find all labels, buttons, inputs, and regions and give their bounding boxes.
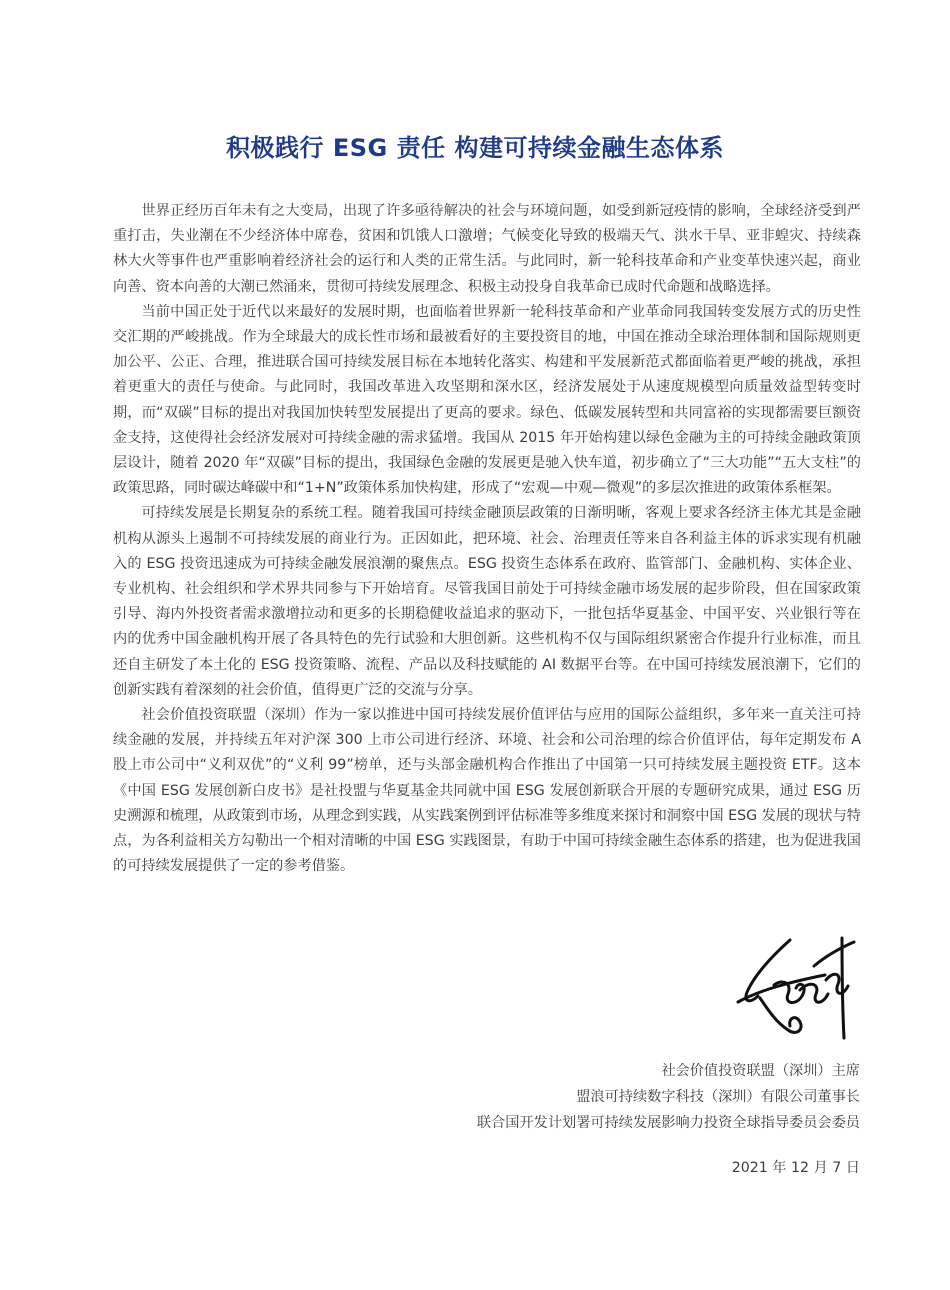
signatory-titles — [477, 1058, 860, 1136]
signatory-title-1: 社会价值投资联盟（深圳）主席 — [661, 1063, 860, 1079]
signatory-title-2: 盟浪可持续数字科技（深圳）有限公司董事长 — [576, 1089, 860, 1105]
document-date: 2021 年 12 月 7 日 — [731, 1160, 860, 1176]
paragraph-4: 社会价值投资联盟（深圳）作为一家以推进中国可持续发展价值评估与应用的国际公益组织，多年来一直关注可持续金融的发展，并持续五年对沪深 300 上市公司进行经济、环境、社会和公司治理的综合价值评估，每年定期发布 A 股上市公司中“义利双优”的“义利 99”榜单，还与头部金融机构合作推出了中国第一只可持续发展主题投资 ETF。这本《中国 ESG 发展创新白皮书》是社投盟与华夏基金共同就中国 ESG 发展创新联合开展的专题研究成果，通过 ESG 历史溯源和梳理，从政策到市场，从理念到实践，从实践案例到评估标准等多维度来探讨和洞察中国 ESG 发展的现状与特点，为各利益相关方勾勒出一个相对清晰的中国 ESG 实践图景，有助于中国可持续金融生态体系的搭建，也为促进我国的可持续发展提供了一定的参考借鉴。 — [113, 707, 861, 875]
paragraph-3: 可持续发展是长期复杂的系统工程。随着我国可持续金融顶层政策的日渐明晰，客观上要求各经济主体尤其是金融机构从源头上遏制不可持续发展的商业行为。正因如此，把环境、社会、治理责任等来自各利益主体的诉求实现有机融入的 ESG 投资迅速成为可持续金融发展浪潮的聚焦点。ESG 投资生态体系在政府、监管部门、金融机构、实体企业、专业机构、社会组织和学术界共同参与下开始培育。尽管我国目前处于可持续金融市场发展的起步阶段，但在国家政策引导、海内外投资者需求激增拉动和更多的长期稳健收益追求的驱动下，一批包括华夏基金、中国平安、兴业银行等在内的优秀中国金融机构开展了各具特色的先行试验和大胆创新。这些机构不仅与国际组织紧密合作提升行业标准，而且还自主研发了本土化的 ESG 投资策略、流程、产品以及科技赋能的 AI 数据平台等。在中国可持续发展浪潮下，它们的创新实践有着深刻的社会价值，值得更广泛的交流与分享。 — [113, 505, 861, 698]
document-title: 积极践行 ESG 责任 构建可持续金融生态体系 — [226, 134, 724, 162]
paragraph-2: 当前中国正处于近代以来最好的发展时期，也面临着世界新一轮科技革命和产业革命同我国转变发展方式的历史性交汇期的严峻挑战。作为全球最大的成长性市场和最被看好的主要投资目的地，中国在推动全球治理体制和国际规则更加公平、公正、合理，推进联合国可持续发展目标在本地转化落实、构建和平发展新范式都面临着更严峻的挑战，承担着更重大的责任与使命。与此同时，我国改革进入攻坚期和深水区，经济发展处于从速度规模型向质量效益型转变时期，而“双碳”目标的提出对我国加快转型发展提出了更高的要求。绿色、低碳发展转型和共同富裕的实现都需要巨额资金支持，这使得社会经济发展对可持续金融的需求猛增。我国从 2015 年开始构建以绿色金融为主的可持续金融政策顶层设计，随着 2020 年“双碳”目标的提出，我国绿色金融的发展更是驰入快车道，初步确立了“三大功能”“五大支柱”的政策思路，同时碳达峰碳中和“1+N”政策体系加快构建，形成了“宏观—中观—微观”的多层次推进的政策体系框架。 — [113, 303, 861, 497]
paragraph-1: 世界正经历百年未有之大变局，出现了许多亟待解决的社会与环境问题，如受到新冠疫情的影响，全球经济受到严重打击，失业潮在不少经济体中席卷，贫困和饥饿人口激增；气候变化导致的极端天气、洪水干旱、亚非蝗灾、持续森林大火等事件也严重影响着经济社会的运行和人类的正常生活。与此同时，新一轮科技革命和产业变革快速兴起，商业向善、资本向善的大潮已然涌来，贯彻可持续发展理念、积极主动投身自我革命已成时代命题和战略选择。 — [113, 203, 861, 295]
body-text — [113, 199, 861, 879]
signatory-title-3: 联合国开发计划署可持续发展影响力投资全球指导委员会委员 — [476, 1115, 860, 1131]
handwritten-signature — [730, 930, 860, 1045]
